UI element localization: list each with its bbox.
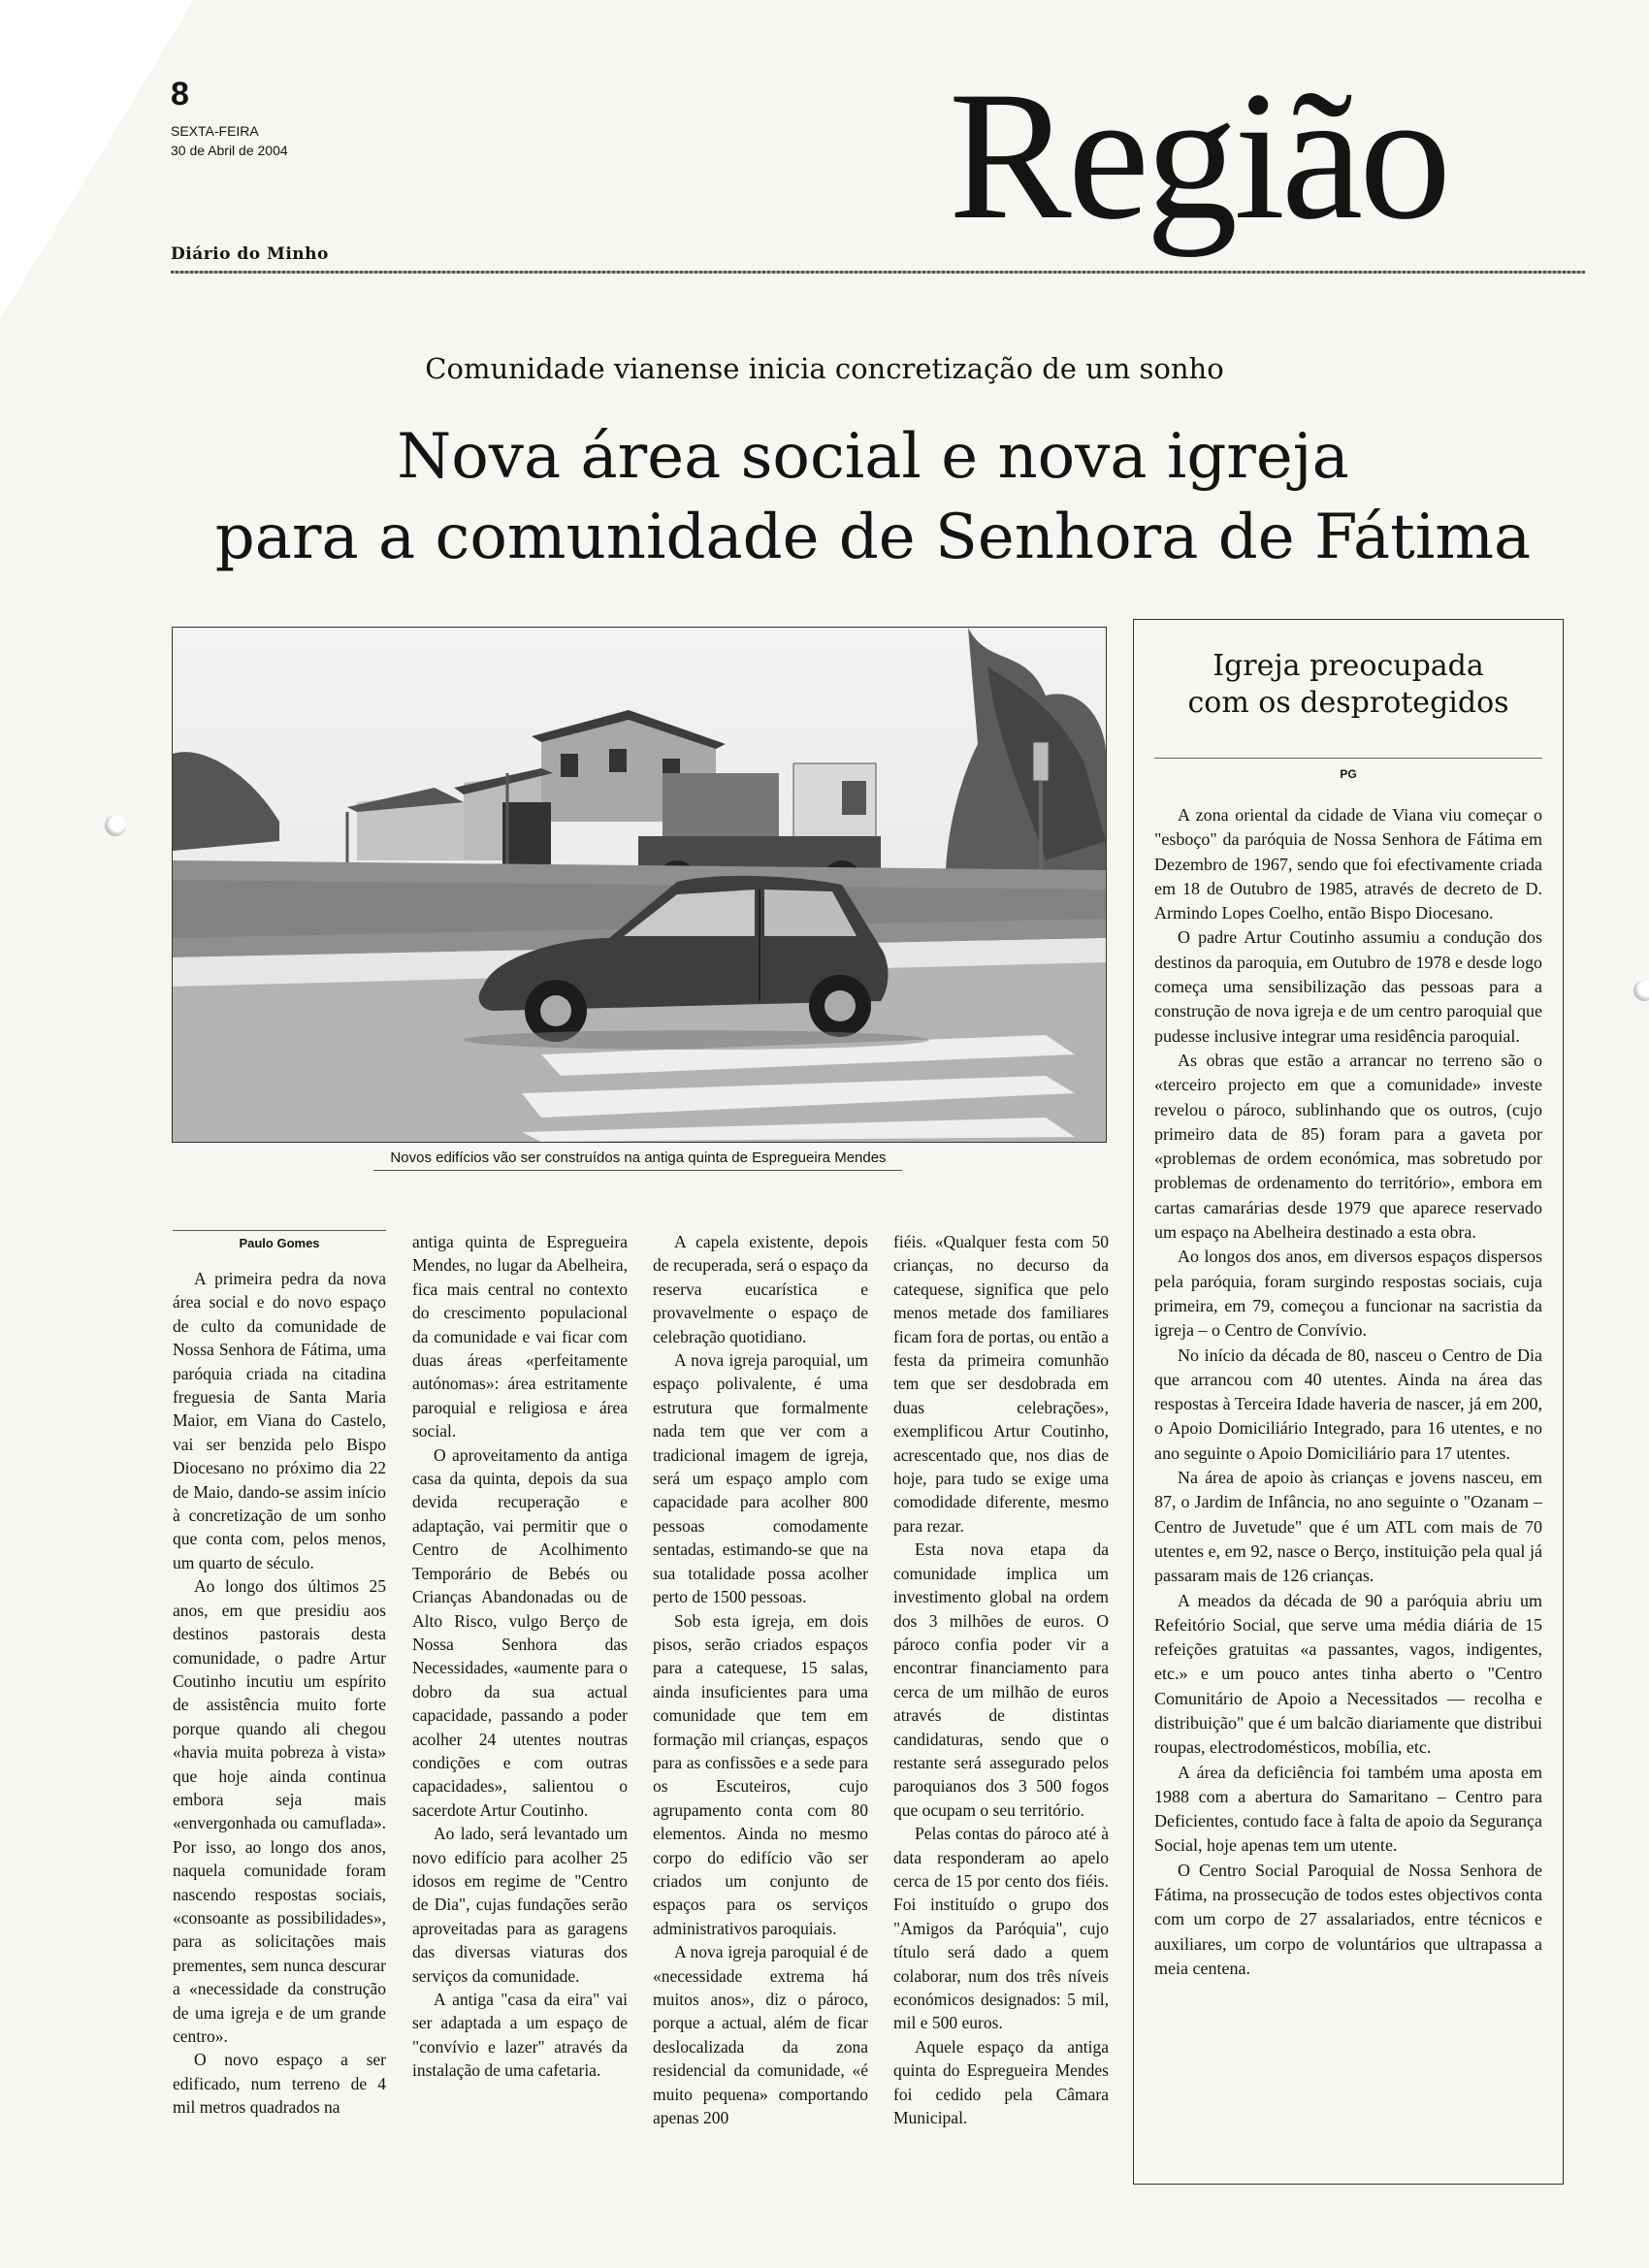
binder-hole-bottom [1633, 980, 1649, 1001]
sidebar-rule [1154, 758, 1542, 759]
caption-rule [373, 1170, 902, 1171]
issue-date: 30 de Abril de 2004 [171, 143, 288, 158]
paragraph: Aquele espaço da antiga quinta do Espregueira Mendes foi cedido pela Câmara Municipal. [893, 2036, 1109, 2128]
paragraph: A nova igreja paroquial é de «necessidade extrema há muitos anos», diz o pároco, porque a actual, além de ficar deslocalizada da zona residencial da comunidade, «é muito pequena» comportando apenas 200 [653, 1942, 868, 2128]
article-headline [146, 417, 1600, 578]
binder-hole-top [105, 815, 126, 836]
paragraph: O padre Artur Coutinho assumiu a condução dos destinos da paroquia, em Outubro de 1978 e desde logo começa uma sensibilização das pessoas para a construção de nova igreja e de um centro paroquial que pudesse inclusive integrar uma residência paroquial. [1154, 927, 1542, 1046]
article-column-4 [893, 1230, 1109, 2129]
page-fold [0, 0, 194, 320]
author-rule [173, 1230, 386, 1231]
article-column-2 [412, 1230, 628, 2083]
headline-line-2: para a comunidade de Senhora de Fátima [214, 502, 1532, 573]
article-photo [172, 627, 1107, 1143]
article-column-3 [653, 1230, 868, 2129]
paragraph: Esta nova etapa da comunidade implica um investimento global na ordem dos 3 milhões de euros. O pároco confia poder vir a encontrar financiamento para cerca de um milhão de euros através de distintas candidaturas, sendo que o restante será assegurado pelos paroquianos dos 3 500 fogos que ocupam o seu território. [893, 1539, 1109, 1820]
headline-line-1: Nova área social e nova igreja [397, 421, 1349, 493]
paragraph: A zona oriental da cidade de Viana viu começar o "esboço" da paróquia de Nossa Senhora de Fátima em Dezembro de 1967, sendo que foi efectivamente criada em 18 de Outubro de 1985, através de decreto de D. Armindo Lopes Coelho, então Bispo Diocesano. [1154, 805, 1542, 923]
paragraph: antiga quinta de Espregueira Mendes, no lugar da Abelheira, fica mais central no contexto do crescimento populacional da comunidade e vai ficar com duas áreas «perfeitamente autónomas»: área estritamente paroquial e religiosa e área social. [412, 1232, 628, 1442]
paragraph: Ao longo dos últimos 25 anos, em que presidiu aos destinos pastorais desta comunidade, o padre Artur Coutinho incutiu um espírito de assistência muito forte porque quando ali chegou «havia muita pobreza à vista» que hoje ainda continua embora seja mais «envergonhada ou camuflada». Por isso, ao longo dos anos, naquela comunidade foram nascendo respostas sociais, «consoante as possibilidades», para as solicitações mais prementes, sem nunca descurar a «necessidade da construção de uma igreja e de um grande centro». [173, 1576, 386, 2046]
masthead-rule [171, 271, 1585, 274]
masthead-logo: Diário do Minho [171, 244, 329, 264]
paragraph: A antiga "casa da eira" vai ser adaptada a um espaço de "convívio e lazer" através da instalação de uma cafetaria. [412, 1990, 628, 2081]
paragraph: A área da deficiência foi também uma aposta em 1988 com a abertura do Samaritano – Centro para Deficientes, contudo face à falta de apoio da Segurança Social, hoje apenas tem um utente. [1154, 1762, 1542, 1856]
article-author: Paulo Gomes [239, 1236, 320, 1250]
sidebar-title-line-1: Igreja preocupada [1212, 649, 1484, 683]
paragraph: Ao lado, será levantado um novo edifício para acolher 25 idosos em regime de "Centro de Dia", cujas fundações serão aproveitadas para as garagens das diversas viaturas dos serviços da comunidade. [412, 1824, 628, 1986]
sidebar-title-line-2: com os desprotegidos [1187, 686, 1509, 720]
section-title: Região [949, 54, 1448, 258]
paragraph: As obras que estão a arrancar no terreno são o «terceiro projecto em que a comunidade» investe revelou o pároco, sublinhando que os outros, (cujo primeiro data de 85) foram para a gaveta por «problemas de ordem económica, mas sobretudo por problemas de ordenamento do território», embora em cartas camarárias desde 1979 que aparece reservado um espaço na Abelheira destinado a esta obra. [1154, 1050, 1542, 1243]
paragraph: A capela existente, depois de recuperada, será o espaço da reserva eucarística e provavelmente o espaço de celebração quotidiano. [653, 1232, 868, 1346]
paragraph: Pelas contas do pároco até à data responderam ao apelo cerca de 15 por cento dos fiéis. Foi instituído o grupo dos "Amigos da Paróquia", cujo título será dado a quem colaborar, num dos três níveis económicos designados: 5 mil, mil e 500 euros. [893, 1824, 1109, 2033]
paragraph: A primeira pedra da nova área social e do novo espaço de culto da comunidade de Nossa Senhora de Fátima, uma paróquia criada na citadina freguesia de Santa Maria Maior, em Viana do Castelo, vai ser benzida pelo Bispo Diocesano no próximo dia 22 de Maio, dando-se assim início à concretização de um sonho que conta com, pelos menos, um quarto de século. [173, 1269, 386, 1572]
paragraph: Sob esta igreja, em dois pisos, serão criados espaços para a catequese, 15 salas, ainda insuficientes para uma comunidade que tem em formação mil crianças, espaços para as confissões e a sede para os Escuteiros, cujo agrupamento conta com 80 elementos. Ainda no mesmo corpo do edifício vão ser criados um conjunto de espaços para os serviços administrativos paroquiais. [653, 1610, 868, 1938]
paragraph: O aproveitamento da antiga casa da quinta, depois da sua devida recuperação e adaptação, vai permitir que o Centro de Acolhimento Temporário de Bebés ou Crianças Abandonadas ou de Alto Risco, vulgo Berço de Nossa Senhora das Necessidades, «aumente para o dobro da sua actual capacidade, passando a poder acolher 24 utentes noutras condições e com outras capacidades», salientou o sacerdote Artur Coutinho. [412, 1444, 628, 1820]
paragraph: O novo espaço a ser edificado, num terreno de 4 mil metros quadrados na [173, 2050, 386, 2118]
page-number: 8 [171, 76, 189, 113]
photo-illustration [173, 628, 1106, 1142]
paragraph: No início da década de 80, nasceu o Centro de Dia que arrancou com 40 utentes. Ainda na área das respostas à Terceira Idade haveria de nascer, já em 200, o Apoio Domiciliário Integrado, para 16 utentes, e no ano seguinte o Apoio Domiciliário para 17 utentes. [1154, 1345, 1542, 1463]
paragraph: A meados da década de 90 a paróquia abriu um Refeitório Social, que serve uma média diária de 15 refeições gratuitas «a passantes, vagos, indigentes, etc.» e um pouco antes tinha aberto o "Centro Comunitário de Apoio a Necessitados — recolha e distribuição" que é um balcão diariamente que distribui roupas, electrodomésticos, mobília, etc. [1154, 1590, 1542, 1758]
article-column-1 [173, 1267, 386, 2120]
sidebar-author: PG [1340, 767, 1357, 781]
paragraph: Ao longos dos anos, em diversos espaços dispersos pela paróquia, foram surgindo respostas sociais, cuja primeira, em 79, começou a funcionar na sacristia da igreja – o Centro de Convívio. [1154, 1247, 1542, 1341]
paragraph: fiéis. «Qualquer festa com 50 crianças, no decurso da catequese, significa que pelo menos metade dos familiares ficam fora de portas, ou então a festa da primeira comunhão tem que ser desdobrada em duas celebrações», exemplificou Artur Coutinho, acrescentado que, nos dias de hoje, para tudo se exige uma comodidade diferente, mesmo para rezar. [893, 1232, 1109, 1536]
sidebar-body [1154, 803, 1542, 1981]
sidebar-title [1133, 648, 1564, 722]
paragraph: O Centro Social Paroquial de Nossa Senhora de Fátima, na prossecução de todos estes objectivos conta com um corpo de 27 assalariados, entre técnicos e auxiliares, um corpo de voluntários que ultrapassa a meia centena. [1154, 1860, 1542, 1978]
photo-caption: Novos edifícios vão ser construídos na antiga quinta de Espregueira Mendes [390, 1150, 887, 1166]
article-kicker: Comunidade vianense inicia concretização de um sonho [425, 352, 1224, 385]
paragraph: A nova igreja paroquial, um espaço polivalente, é uma estrutura que formalmente nada tem que ver com a tradicional imagem de igreja, será um espaço amplo com capacidade para acolher 800 pessoas comodamente sentadas, estimando-se que na sua totalidade possa acolher perto de 1500 pessoas. [653, 1350, 868, 1607]
paragraph: Na área de apoio às crianças e jovens nasceu, em 87, o Jardim de Infância, no ano seguinte o "Ozanam – Centro de Juvetude" que é um ATL com mais de 70 utentes e, em 92, nasce o Berço, instituição pela qual já passaram mais de 126 crianças. [1154, 1468, 1542, 1586]
weekday: SEXTA-FEIRA [171, 123, 259, 139]
